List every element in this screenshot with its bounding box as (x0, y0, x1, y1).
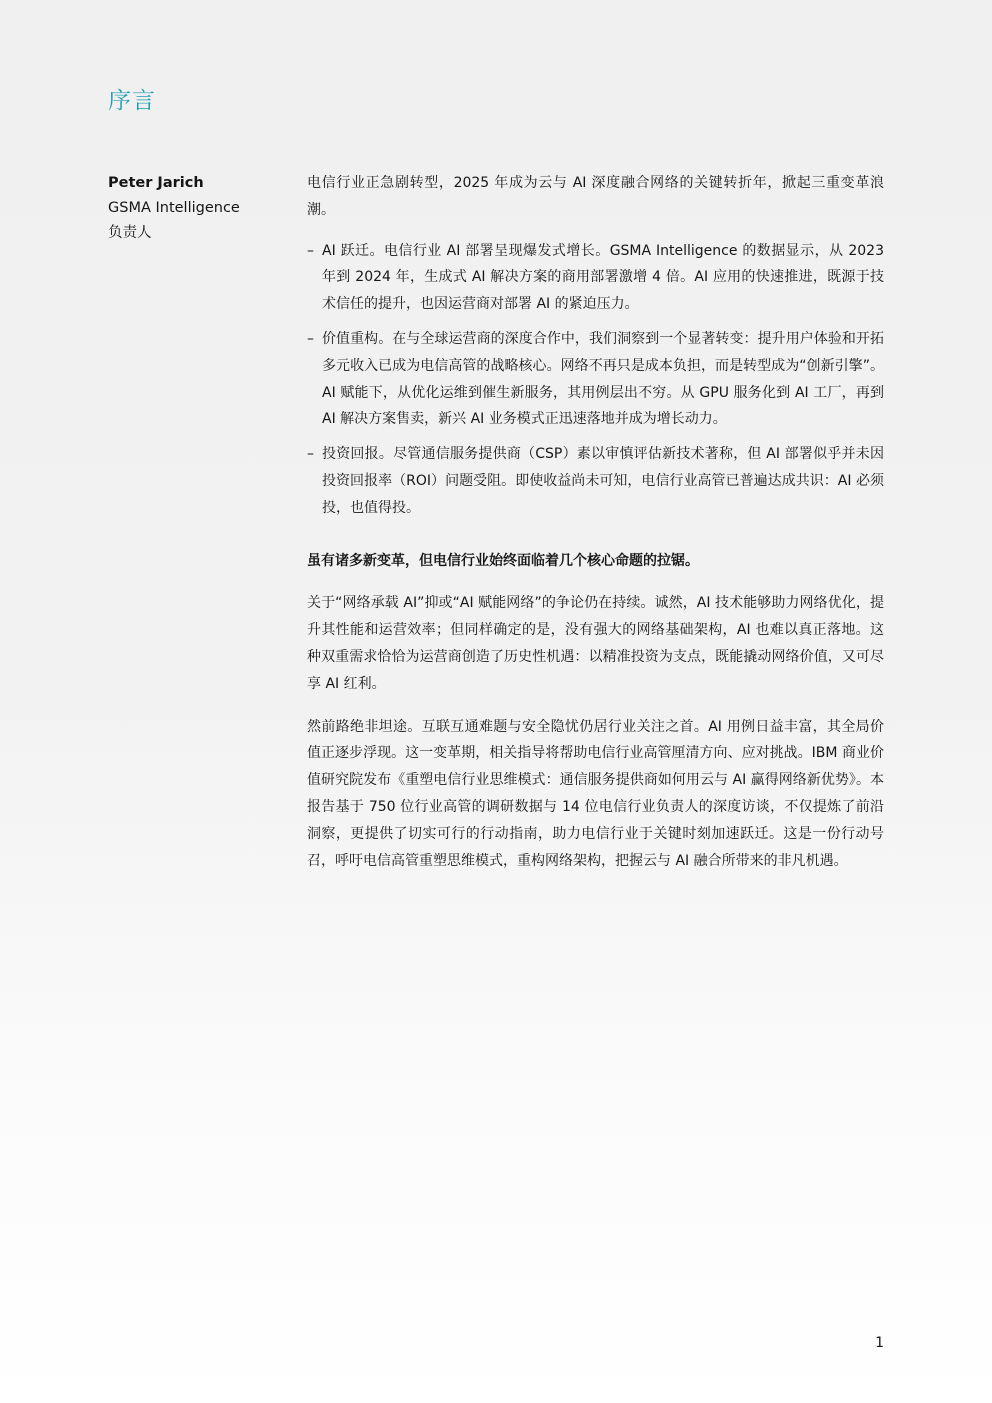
bullet-marker: – (307, 446, 314, 463)
bold-statement: 虽有诸多新变革，但电信行业始终面临着几个核心命题的拉锯。 (307, 552, 699, 569)
page-title: 序言 (108, 88, 156, 115)
intro-paragraph: 电信行业正急剧转型，2025 年成为云与 AI 深度融合网络的关键转折年，掀起三重变革浪潮。 (307, 175, 884, 218)
bullet-text: 价值重构。在与全球运营商的深度合作中，我们洞察到一个显著转变：提升用户体验和开拓多元收入已成为电信高管的战略核心。网络不再只是成本负担，而是转型成为“创新引擎”。AI 赋能下，从优化运维到催生新服务，其用例层出不穷。从 GPU 服务化到 AI 工厂，再到 AI 解决方案售卖，新兴 AI 业务模式正迅速落地并成为增长动力。 (322, 330, 884, 428)
bullet-item (307, 326, 884, 433)
bullet-text: AI 跃迁。电信行业 AI 部署呈现爆发式增长。GSMA Intelligence 的数据显示，从 2023 年到 2024 年，生成式 AI 解决方案的商用部署激增 4 倍。AI 应用的快速推进，既源于技术信任的提升，也因运营商对部署 AI 的紧迫压力。 (322, 242, 884, 313)
bullet-text: 投资回报。尽管通信服务提供商（CSP）素以审慎评估新技术著称，但 AI 部署似乎并未因投资回报率（ROI）问题受阻。即使收益尚未可知，电信行业高管已普遍达成共识：AI 必须投，也值得投。 (322, 446, 884, 516)
bullet-marker: – (307, 330, 314, 347)
bullet-item (307, 441, 884, 521)
body-text (307, 170, 884, 890)
bullet-marker: – (307, 242, 314, 259)
paragraph: 然前路绝非坦途。互联互通难题与安全隐忧仍居行业关注之首。AI 用例日益丰富，其全局价值正逐步浮现。这一变革期，相关指导将帮助电信行业高管厘清方向、应对挑战。IBM 商业价值研究院发布《重塑电信行业思维模式：通信服务提供商如何用云与 AI 赢得网络新优势》。本报告基于 750 位行业高管的调研数据与 14 位电信行业负责人的深度访谈，不仅提炼了前沿洞察，更提供了切实可行的行动指南，助力电信行业于关键时刻加速跃迁。这是一份行动号召，呼吁电信高管重塑思维模式，重构网络架构，把握云与 AI 融合所带来的非凡机遇。 (307, 718, 884, 869)
author-block (108, 171, 288, 246)
bullet-item (307, 238, 884, 318)
author-role: 负责人 (108, 225, 152, 241)
paragraph: 关于“网络承载 AI”抑或“AI 赋能网络”的争论仍在持续。诚然，AI 技术能够助力网络优化，提升其性能和运营效率；但同样确定的是，没有强大的网络基础架构，AI 也难以真正落地。这种双重需求恰恰为运营商创造了历史性机遇：以精准投资为支点，既能撬动网络价值，又可尽享 AI 红利。 (307, 595, 884, 692)
author-organization: GSMA Intelligence (108, 200, 240, 216)
page-number: 1 (875, 1335, 884, 1351)
bullet-list (307, 238, 884, 522)
author-name: Peter Jarich (108, 175, 204, 191)
